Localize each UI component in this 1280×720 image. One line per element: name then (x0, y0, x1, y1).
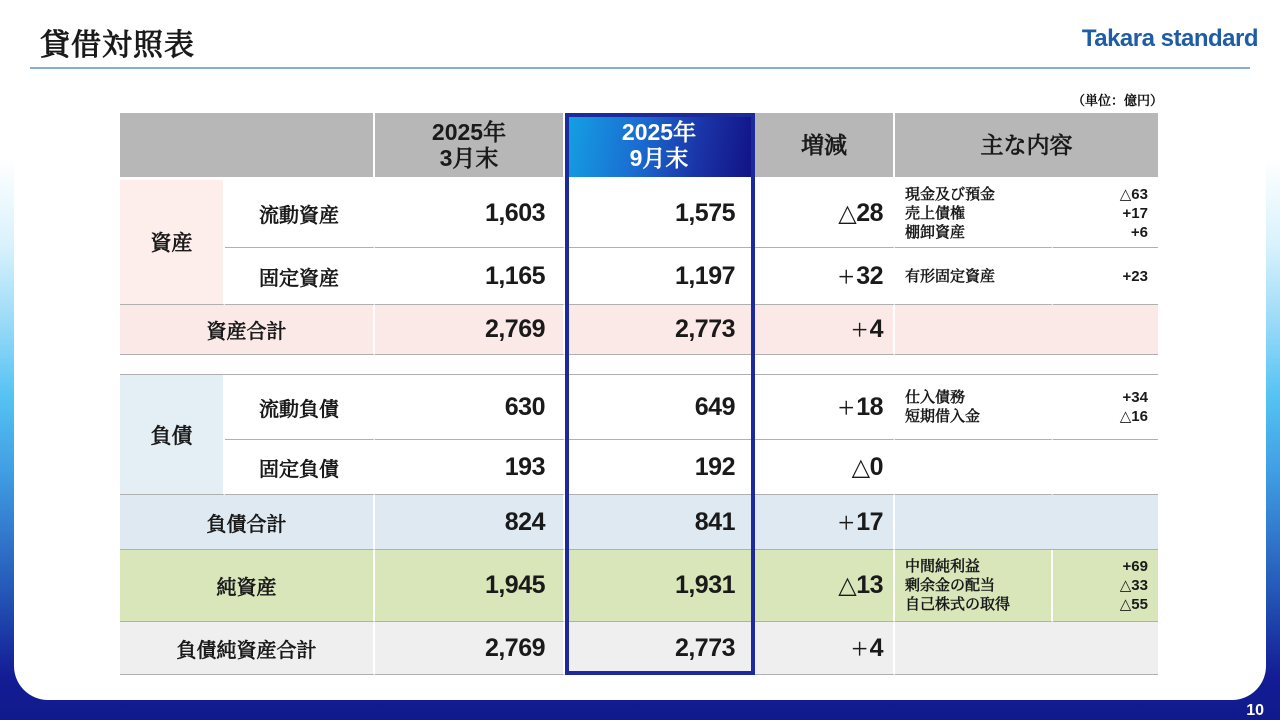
change-value: 32 (856, 261, 883, 290)
detail-value: +69 (1122, 558, 1148, 575)
header-period-current-line1: 2025年 (621, 119, 697, 145)
detail-name: 自己株式の取得 (905, 596, 1011, 613)
detail-name: 仕入債務 (905, 389, 966, 406)
header-period-current-line2: 9月末 (629, 145, 689, 171)
net-assets-change (755, 550, 895, 622)
current-assets-prior-value: 1,603 (375, 180, 565, 248)
assets-total-change (755, 305, 895, 355)
current-assets-detail-names (895, 180, 1053, 248)
change-value: 18 (856, 392, 883, 421)
detail-name: 中間純利益 (905, 558, 981, 575)
header-period-current (565, 113, 755, 180)
change-value: 13 (856, 571, 883, 599)
change-sign: △ (838, 200, 857, 227)
header-period-prior-line2: 3月末 (439, 145, 499, 171)
current-liabilities-current-value: 649 (565, 375, 755, 440)
page-number: 10 (1246, 702, 1264, 719)
fixed-liabilities-label: 固定負債 (225, 440, 375, 495)
change-value: 4 (869, 315, 883, 343)
detail-value: +34 (1122, 389, 1148, 406)
detail-name: 有形固定資産 (905, 267, 996, 285)
fixed-liabilities-current-value: 192 (565, 440, 755, 495)
fixed-assets-label: 固定資産 (225, 248, 375, 305)
current-liabilities-label: 流動負債 (225, 375, 375, 440)
grand-total-prior-value: 2,769 (375, 622, 565, 675)
fixed-assets-detail-names (895, 248, 1053, 305)
liabilities-total-current-value: 841 (565, 495, 755, 550)
fixed-liabilities-prior-value: 193 (375, 440, 565, 495)
detail-value: △55 (1119, 596, 1148, 613)
net-assets-label: 純資産 (120, 550, 375, 622)
detail-value: △33 (1119, 577, 1148, 594)
net-assets-current-value: 1,931 (565, 550, 755, 622)
liabilities-total-prior-value: 824 (375, 495, 565, 550)
current-assets-current-value: 1,575 (565, 180, 755, 248)
balance-sheet-table (120, 113, 1158, 675)
fixed-assets-detail-values (1053, 248, 1158, 305)
current-assets-detail-values (1053, 180, 1158, 248)
current-liabilities-prior-value: 630 (375, 375, 565, 440)
change-sign: ＋ (851, 639, 868, 659)
detail-name: 剰余金の配当 (905, 577, 996, 594)
net-assets-detail-values (1053, 550, 1158, 622)
fixed-liabilities-detail-names (895, 440, 1053, 495)
current-liabilities-detail-values (1053, 375, 1158, 440)
change-sign: △ (851, 453, 870, 481)
assets-total-label: 資産合計 (120, 305, 375, 355)
detail-value: +6 (1130, 224, 1148, 241)
detail-name: 棚卸資産 (905, 224, 966, 241)
detail-name: 現金及び預金 (905, 186, 996, 203)
liabilities-category-label: 負債 (120, 375, 225, 495)
fixed-assets-current-value: 1,197 (565, 248, 755, 305)
grand-total-label: 負債純資産合計 (120, 622, 375, 675)
change-value: 17 (856, 507, 883, 536)
title-divider (30, 67, 1250, 69)
change-sign: ＋ (851, 321, 868, 340)
current-liabilities-detail-names (895, 375, 1053, 440)
header-period-prior-line1: 2025年 (431, 119, 507, 145)
detail-name: 短期借入金 (905, 408, 981, 425)
header-period-prior (375, 113, 565, 180)
change-value: 4 (869, 633, 883, 662)
fixed-assets-change (755, 248, 895, 305)
detail-value: △16 (1119, 408, 1148, 425)
fixed-assets-prior-value: 1,165 (375, 248, 565, 305)
fixed-liabilities-change (755, 440, 895, 495)
current-assets-change (755, 180, 895, 248)
liabilities-total-details-empty (895, 495, 1158, 550)
company-logo: Takara standard (1081, 25, 1258, 52)
page-title: 貸借対照表 (40, 29, 195, 62)
assets-category-label: 資産 (120, 180, 225, 305)
change-sign: △ (838, 572, 857, 599)
header-change: 増減 (755, 113, 895, 180)
change-value: 28 (856, 199, 883, 227)
change-sign: ＋ (837, 267, 855, 287)
net-assets-prior-value: 1,945 (375, 550, 565, 622)
grand-total-change (755, 622, 895, 675)
net-assets-detail-names (895, 550, 1053, 622)
assets-total-current-value: 2,773 (565, 305, 755, 355)
fixed-liabilities-detail-values (1053, 440, 1158, 495)
unit-note: （単位：億円） (1071, 93, 1163, 108)
liabilities-total-label: 負債合計 (120, 495, 375, 550)
change-sign: ＋ (837, 398, 855, 418)
assets-total-prior-value: 2,769 (375, 305, 565, 355)
liabilities-total-change (755, 495, 895, 550)
change-sign: ＋ (837, 513, 855, 533)
assets-total-details-empty (895, 305, 1158, 355)
section-gap (120, 355, 1158, 375)
current-liabilities-change (755, 375, 895, 440)
detail-value: +23 (1122, 267, 1148, 285)
current-assets-label: 流動資産 (225, 180, 375, 248)
header-details: 主な内容 (895, 113, 1158, 180)
grand-total-details-empty (895, 622, 1158, 675)
detail-value: △63 (1119, 186, 1148, 203)
detail-name: 売上債権 (905, 205, 966, 222)
header-blank-cell (120, 113, 375, 180)
grand-total-current-value: 2,773 (565, 622, 755, 675)
detail-value: +17 (1122, 205, 1148, 222)
change-value: 0 (869, 452, 883, 481)
